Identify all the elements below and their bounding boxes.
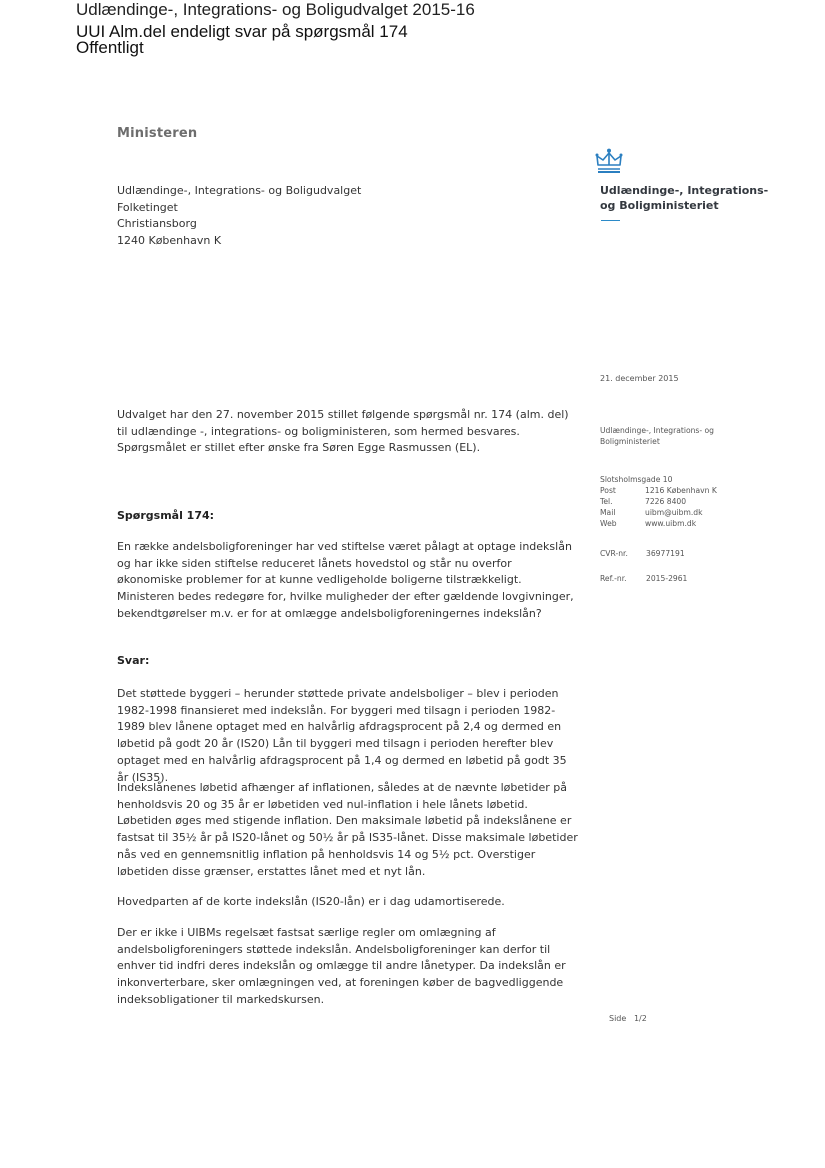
crown-logo-icon [594, 148, 624, 174]
recipient-address [117, 183, 361, 249]
ref-label: Ref.-nr. [600, 574, 627, 583]
contact-label: Tel. [600, 497, 613, 506]
page-number [609, 1014, 647, 1023]
answer-heading: Svar: [117, 654, 150, 667]
letter-date: 21. december 2015 [600, 374, 679, 383]
recipient-line: Christiansborg [117, 217, 197, 230]
cvr-value: 36977191 [646, 549, 685, 558]
question-text: En række andelsboligforeninger har ved stiftelse været pålagt at optage indekslån og har ikke siden stiftelse reduceret lånets hovedstol og står nu overfor økonomiske problemer for at kunne vedligeholde boligerne tilstrækkeligt. Ministeren bedes redegøre for, hvilke muligheder der efter gældende lovgivninger, bekendtgørelser m.v. er for at omlægge andelsboligforeningernes indekslån? [117, 540, 574, 620]
sidebar-department-line: Udlændinge-, Integrations- og [600, 426, 714, 435]
contact-label: Post [600, 486, 616, 495]
sidebar-department-line: Boligministeriet [600, 437, 660, 446]
contact-label: Mail [600, 508, 616, 517]
ministry-divider [601, 220, 620, 221]
cvr-label: CVR-nr. [600, 549, 628, 558]
intro-paragraph [117, 407, 579, 457]
contact-value: 1216 København K [645, 486, 717, 495]
recipient-line: Folketinget [117, 200, 178, 214]
answer-paragraph [117, 894, 579, 911]
recipient-line: Udlændinge-, Integrations- og Boligudvalget [117, 184, 362, 197]
sender-title: Ministeren [117, 126, 198, 141]
contact-value: 7226 8400 [645, 497, 687, 506]
question-heading: Spørgsmål 174: [117, 509, 215, 522]
page-side-label: Side [609, 1014, 627, 1023]
answer-paragraph [117, 925, 579, 1009]
answer-text: Det støttede byggeri – herunder støttede private andelsboliger – blev i perioden 1982-1998 finansieret med indekslån. For byggeri med tilsagn i perioden 1982-1989 blev lånene optaget med en halvårlig afdragsprocent på 2,4 og dermed en løbetid på godt 20 år (IS20) Lån til byggeri med tilsagn i perioden herefter blev optaget med en halvårlig afdragsprocent på 1,4 og dermed en løbetid på godt 35 år (IS35). [117, 687, 567, 784]
header-stamp-cut-line: Udlændinge-, Integrations- og Boligudvalget 2015-16 [76, 0, 475, 19]
ref-value: 2015-2961 [646, 574, 688, 583]
contact-value: www.uibm.dk [645, 519, 697, 528]
contact-address-value: Slotsholmsgade 10 [600, 475, 673, 484]
cvr-number [600, 549, 685, 558]
sidebar-department [600, 425, 714, 447]
question-paragraph [117, 539, 579, 623]
header-stamp-line: UUI Alm.del endeligt svar på spørgsmål 174 [76, 22, 408, 41]
ministry-name-line: Udlændinge-, Integrations- [600, 184, 769, 197]
answer-text: Hovedparten af de korte indekslån (IS20-lån) er i dag udamortiserede. [117, 895, 505, 908]
answer-text: Der er ikke i UIBMs regelsæt fastsat særlige regler om omlægning af andelsboligforeningers støttede indekslån. Andelsboligforeninger kan derfor til enhver tid indfri deres indekslån og omlægge til andre lånetyper. Da indekslån er inkonverterbare, sker omlægningen ved, at foreningen køber de bagvedliggende indeksobligationer til markedskursen. [117, 926, 566, 1006]
ref-number [600, 574, 688, 583]
intro-text: Udvalget har den 27. november 2015 stillet følgende spørgsmål nr. 174 (alm. del) til udlændinge -, integrations- og boligministeren, som hermed besvares. Spørgsmålet er stillet efter ønske fra Søren Egge Rasmussen (EL). [117, 408, 569, 455]
header-stamp-status: Offentligt [76, 38, 144, 57]
answer-text: Indekslånenes løbetid afhænger af inflationen, således at de nævnte løbetider på henholdsvis 20 og 35 år er løbetiden ved nul-inflation i hele lånets løbetid. Løbetiden øges med stigende inflation. Den maksimale løbetid på indekslånene er fastsat til 35½ år på IS20-lånet og 50½ år på IS35-lånet. Disse maksimale løbetider nås ved en gennemsnitlig inflation på henholdsvis 14 og 5½ pct. Overstiger løbetiden disse grænser, erstattes lånet med et nyt lån. [117, 781, 578, 878]
answer-paragraph [117, 686, 579, 786]
recipient-line: 1240 København K [117, 233, 222, 247]
contact-value: uibm@uibm.dk [645, 508, 703, 517]
answer-paragraph [117, 780, 579, 880]
ministry-name [600, 183, 768, 213]
page-value: 1/2 [633, 1014, 647, 1023]
ministry-name-line: og Boligministeriet [600, 199, 719, 212]
contact-label: Web [600, 519, 617, 528]
